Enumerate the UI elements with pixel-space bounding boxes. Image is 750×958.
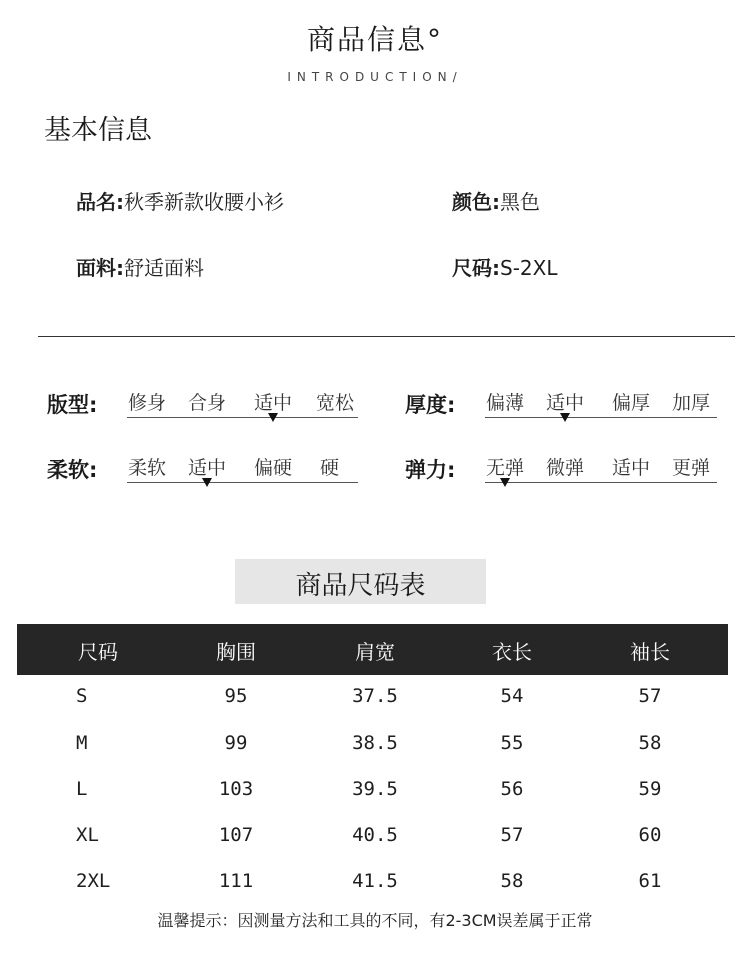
scale-line xyxy=(127,417,358,418)
measurement-note: 温馨提示：因测量方法和工具的不同，有2-3CM误差属于正常 xyxy=(157,911,593,930)
table-cell: 60 xyxy=(638,824,662,846)
table-cell: 37.5 xyxy=(352,685,398,707)
selected-marker-icon xyxy=(560,413,570,422)
table-cell: 2XL xyxy=(76,870,111,892)
table-cell: 55 xyxy=(500,732,524,754)
attribute-label: 弹力: xyxy=(405,458,456,482)
attribute-option: 无弹 xyxy=(486,457,525,479)
attribute-option: 硬 xyxy=(320,457,340,479)
column-header: 衣长 xyxy=(492,640,532,664)
product-color xyxy=(452,186,540,215)
table-cell: 56 xyxy=(500,778,524,800)
table-cell: 107 xyxy=(218,824,254,846)
attribute-option: 适中 xyxy=(254,392,293,414)
table-cell: 58 xyxy=(638,732,662,754)
page-subtitle: INTRODUCTION/ xyxy=(287,70,463,84)
table-cell: 57 xyxy=(500,824,524,846)
column-header: 肩宽 xyxy=(355,640,395,664)
selected-marker-icon xyxy=(500,478,510,487)
attribute-option: 微弹 xyxy=(546,457,585,479)
column-header: 胸围 xyxy=(216,640,256,664)
attribute-option: 适中 xyxy=(612,457,651,479)
table-cell: 58 xyxy=(500,870,524,892)
selected-marker-icon xyxy=(268,413,278,422)
attribute-options xyxy=(486,453,726,477)
attribute-option: 适中 xyxy=(546,392,585,414)
product-fabric xyxy=(76,252,204,281)
page-title: 商品信息° xyxy=(306,23,443,56)
product-name-label: 品名: xyxy=(76,190,124,214)
attribute-option: 合身 xyxy=(188,392,227,414)
column-header: 尺码 xyxy=(78,640,118,664)
scale-line xyxy=(127,482,358,483)
attribute-options xyxy=(128,453,368,477)
product-size xyxy=(452,252,557,281)
table-cell: 38.5 xyxy=(352,732,398,754)
product-fabric-value: 舒适面料 xyxy=(124,256,204,280)
section-divider xyxy=(38,336,735,337)
attribute-option: 适中 xyxy=(188,457,227,479)
attribute-options xyxy=(128,388,368,412)
product-color-label: 颜色: xyxy=(452,190,500,214)
attribute-option: 偏厚 xyxy=(612,392,651,414)
product-size-value: S-2XL xyxy=(500,256,558,280)
product-name-value: 秋季新款收腰小衫 xyxy=(124,190,284,214)
attribute-label: 厚度: xyxy=(405,393,456,417)
table-cell: M xyxy=(76,732,88,754)
product-size-label: 尺码: xyxy=(452,256,500,280)
attribute-option: 偏薄 xyxy=(486,392,525,414)
table-cell: 40.5 xyxy=(352,824,398,846)
attribute-options xyxy=(486,388,726,412)
attribute-label: 版型: xyxy=(47,393,98,417)
attribute-option: 修身 xyxy=(128,392,167,414)
table-cell: 103 xyxy=(218,778,254,800)
attribute-option: 加厚 xyxy=(672,392,711,414)
attribute-label: 柔软: xyxy=(47,458,98,482)
product-color-value: 黑色 xyxy=(500,190,540,214)
table-cell: 41.5 xyxy=(352,870,398,892)
table-cell: 95 xyxy=(224,685,248,707)
table-cell: 39.5 xyxy=(352,778,398,800)
table-cell: 61 xyxy=(638,870,662,892)
table-cell: 99 xyxy=(224,732,248,754)
basic-info-heading: 基本信息 xyxy=(44,115,152,146)
size-table-title: 商品尺码表 xyxy=(295,571,426,601)
product-fabric-label: 面料: xyxy=(76,256,124,280)
attribute-option: 偏硬 xyxy=(254,457,293,479)
attribute-option: 更弹 xyxy=(672,457,711,479)
attribute-option: 柔软 xyxy=(128,457,167,479)
attribute-option: 宽松 xyxy=(316,392,355,414)
selected-marker-icon xyxy=(202,478,212,487)
column-header: 袖长 xyxy=(630,640,670,664)
table-cell: S xyxy=(76,685,88,707)
table-cell: 57 xyxy=(638,685,662,707)
table-cell: 59 xyxy=(638,778,662,800)
scale-line xyxy=(485,482,717,483)
table-cell: L xyxy=(76,778,88,800)
product-name xyxy=(76,186,284,215)
table-cell: XL xyxy=(76,824,99,846)
table-cell: 111 xyxy=(218,870,254,892)
scale-line xyxy=(485,417,717,418)
table-cell: 54 xyxy=(500,685,524,707)
